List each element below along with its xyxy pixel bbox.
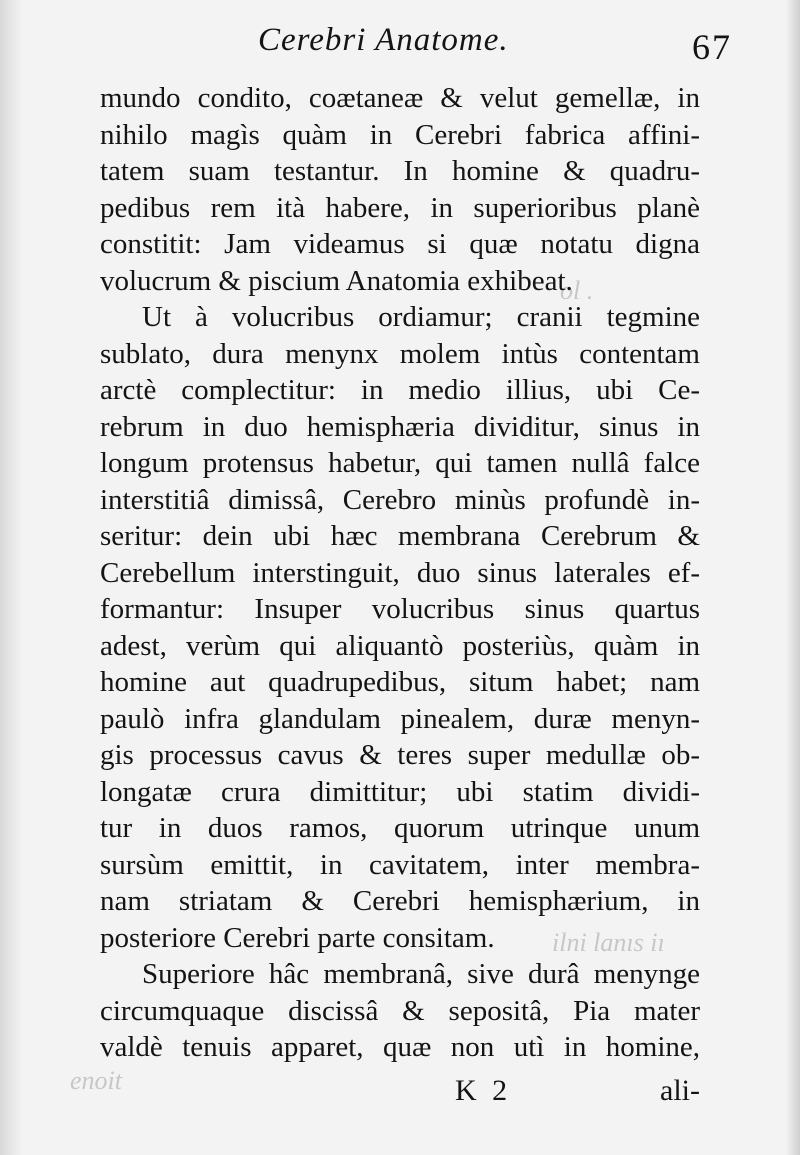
- text-line: sublato, dura menynx molem intùs contentam: [100, 337, 700, 370]
- text-line: volucrum & piscium Anatomia exhibeat.: [100, 264, 573, 297]
- text-line: Cerebellum interstinguit, duo sinus laterales ef-: [100, 556, 700, 589]
- text-line: nam striatam & Cerebri hemisphærium, in: [100, 885, 700, 917]
- text-line: interstitiâ dimissâ, Cerebro minùs profundè in-: [100, 483, 700, 516]
- page-number: 67: [692, 27, 732, 67]
- body-text: [100, 80, 700, 1066]
- text-line: seritur: dein ubi hæc membrana Cerebrum &: [100, 520, 700, 552]
- text-line: arctè complectitur: in medio illius, ubi Ce-: [100, 374, 700, 406]
- paragraph-start-line: Superiore hâc membranâ, sive durâ menynge: [142, 958, 700, 990]
- running-title: Cerebri Anatome.: [258, 22, 509, 58]
- text-line: homine aut quadrupedibus, situm habet; nam: [100, 666, 700, 698]
- text-line: paulò infra glandulam pinealem, duræ menyn-: [100, 702, 700, 735]
- signature-mark: K 2: [455, 1074, 512, 1107]
- text-line: gis processus cavus & teres super medullæ ob-: [100, 739, 700, 771]
- bleed-through-text: ol .: [560, 276, 594, 305]
- text-line: tur in duos ramos, quorum utrinque unum: [100, 812, 700, 844]
- text-line: rebrum in duo hemisphæria dividitur, sinus in: [100, 410, 700, 443]
- text-line: mundo condito, coætaneæ & velut gemellæ, in: [100, 82, 700, 114]
- text-line: posteriore Cerebri parte consitam.: [100, 921, 495, 954]
- text-line: pedibus rem ità habere, in superioribus planè: [100, 191, 700, 224]
- text-line: formantur: Insuper volucribus sinus quartus: [100, 593, 700, 625]
- catchword: ali-: [660, 1074, 700, 1107]
- text-line: sursùm emittit, in cavitatem, inter membra-: [100, 848, 700, 881]
- text-line: tatem suam testantur. In homine & quadru-: [100, 155, 700, 187]
- text-line: longatæ crura dimittitur; ubi statim dividi-: [100, 775, 700, 808]
- paragraph-start-line: Ut à volucribus ordiamur; cranii tegmine: [142, 301, 700, 333]
- bleed-through-text: ilni lanıs iı: [552, 928, 665, 957]
- text-line: circumquaque discissâ & sepositâ, Pia mater: [100, 994, 700, 1027]
- text-line: longum protensus habetur, qui tamen nullâ falce: [100, 447, 700, 479]
- text-line: constitit: Jam videamus si quæ notatu digna: [100, 228, 700, 260]
- text-line: valdè tenuis apparet, quæ non utì in homine,: [100, 1031, 700, 1063]
- text-line: nihilo magìs quàm in Cerebri fabrica affini-: [100, 118, 700, 151]
- text-line: adest, verùm qui aliquantò posteriùs, quàm in: [100, 629, 700, 662]
- bleed-through-text: enoit: [70, 1066, 122, 1095]
